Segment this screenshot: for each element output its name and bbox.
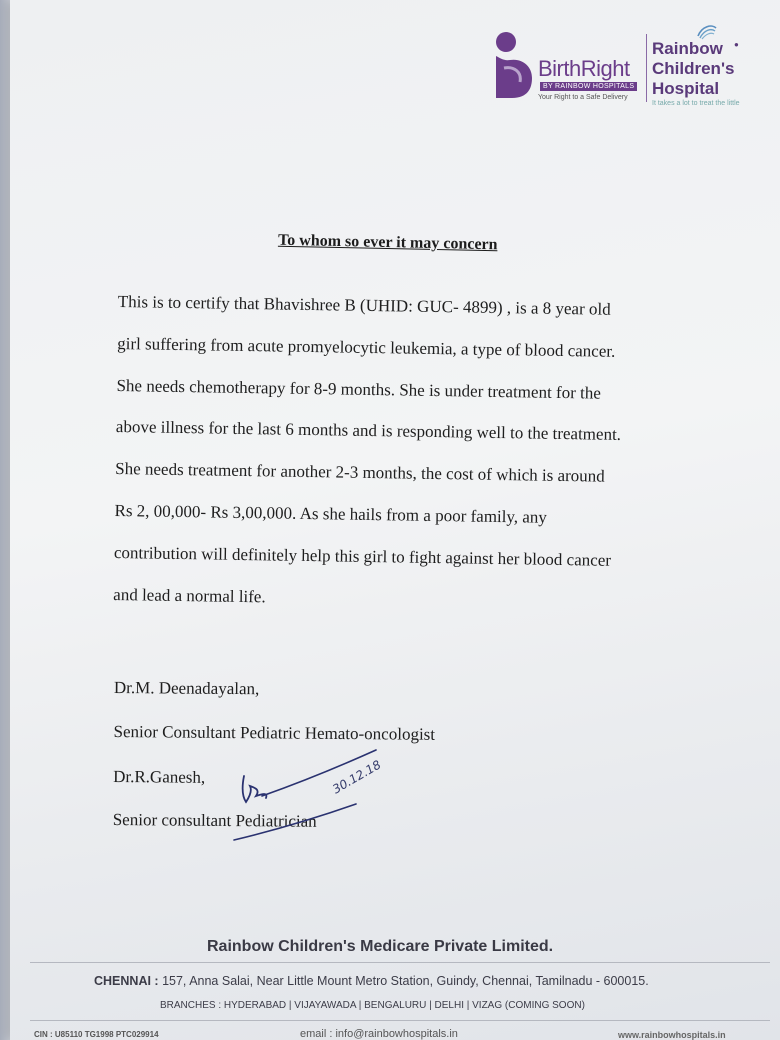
doctor1-name: Dr.M. Deenadayalan, xyxy=(113,678,260,699)
body-line: above illness for the last 6 months and is responding well to the treatment. xyxy=(115,417,622,445)
birthright-tagline: Your Right to a Safe Delivery xyxy=(538,94,628,101)
rainbow-tagline: It takes a lot to treat the little xyxy=(652,100,740,107)
rainbow-line-3: Hospital xyxy=(652,79,720,98)
rainbow-logo xyxy=(652,22,772,112)
letter-heading: To whom so ever it may concern xyxy=(277,231,498,254)
rainbow-swirl-icon xyxy=(696,22,718,40)
footer-address xyxy=(94,974,649,988)
rainbow-line-2: Children's xyxy=(652,59,735,78)
footer-cin: CIN : U85110 TG1998 PTC029914 xyxy=(34,1030,159,1039)
footer-address-label: CHENNAI : xyxy=(94,974,159,988)
birthright-logo xyxy=(490,28,650,102)
birthright-name: BirthRight xyxy=(538,56,630,81)
registered-mark-icon: ● xyxy=(734,40,739,49)
doctor2-name: Dr.R.Ganesh, xyxy=(113,766,206,787)
signature-date: 30.12.18 xyxy=(330,757,384,797)
body-line: Rs 2, 00,000- Rs 3,00,000. As she hails from a poor family, any xyxy=(114,500,548,527)
footer-branches: BRANCHES : HYDERABAD | VIJAYAWADA | BENGALURU | DELHI | VIZAG (COMING SOON) xyxy=(160,1000,585,1011)
birthright-subtitle: BY RAINBOW HOSPITALS xyxy=(540,82,637,91)
logo-divider xyxy=(646,34,647,102)
doctor1-title: Senior Consultant Pediatric Hemato-oncologist xyxy=(113,721,436,744)
body-line: She needs chemotherapy for 8-9 months. She is under treatment for the xyxy=(116,375,602,403)
footer-divider-2 xyxy=(30,1020,770,1021)
footer-address-text: 157, Anna Salai, Near Little Mount Metro Station, Guindy, Chennai, Tamilnadu - 600015. xyxy=(162,974,649,988)
footer-divider xyxy=(30,962,770,963)
footer-email: email : info@rainbowhospitals.in xyxy=(300,1028,458,1040)
doctor2-title: Senior consultant Pediatrician xyxy=(112,809,317,831)
letter-body xyxy=(113,292,698,635)
rainbow-line-1: Rainbow xyxy=(652,39,723,58)
body-line: and lead a normal life. xyxy=(113,584,266,606)
birthright-mark-icon xyxy=(490,30,534,100)
body-line: contribution will definitely help this girl to fight against her blood cancer xyxy=(113,542,612,570)
footer-company: Rainbow Children's Medicare Private Limited. xyxy=(207,938,554,955)
footer-website: www.rainbowhospitals.in xyxy=(618,1030,726,1040)
body-line: She needs treatment for another 2-3 months, the cost of which is around xyxy=(115,459,605,486)
body-line: This is to certify that Bhavishree B (UHID: GUC- 4899) , is a 8 year old xyxy=(117,292,611,319)
body-line: girl suffering from acute promyelocytic leukemia, a type of blood cancer. xyxy=(117,333,616,361)
